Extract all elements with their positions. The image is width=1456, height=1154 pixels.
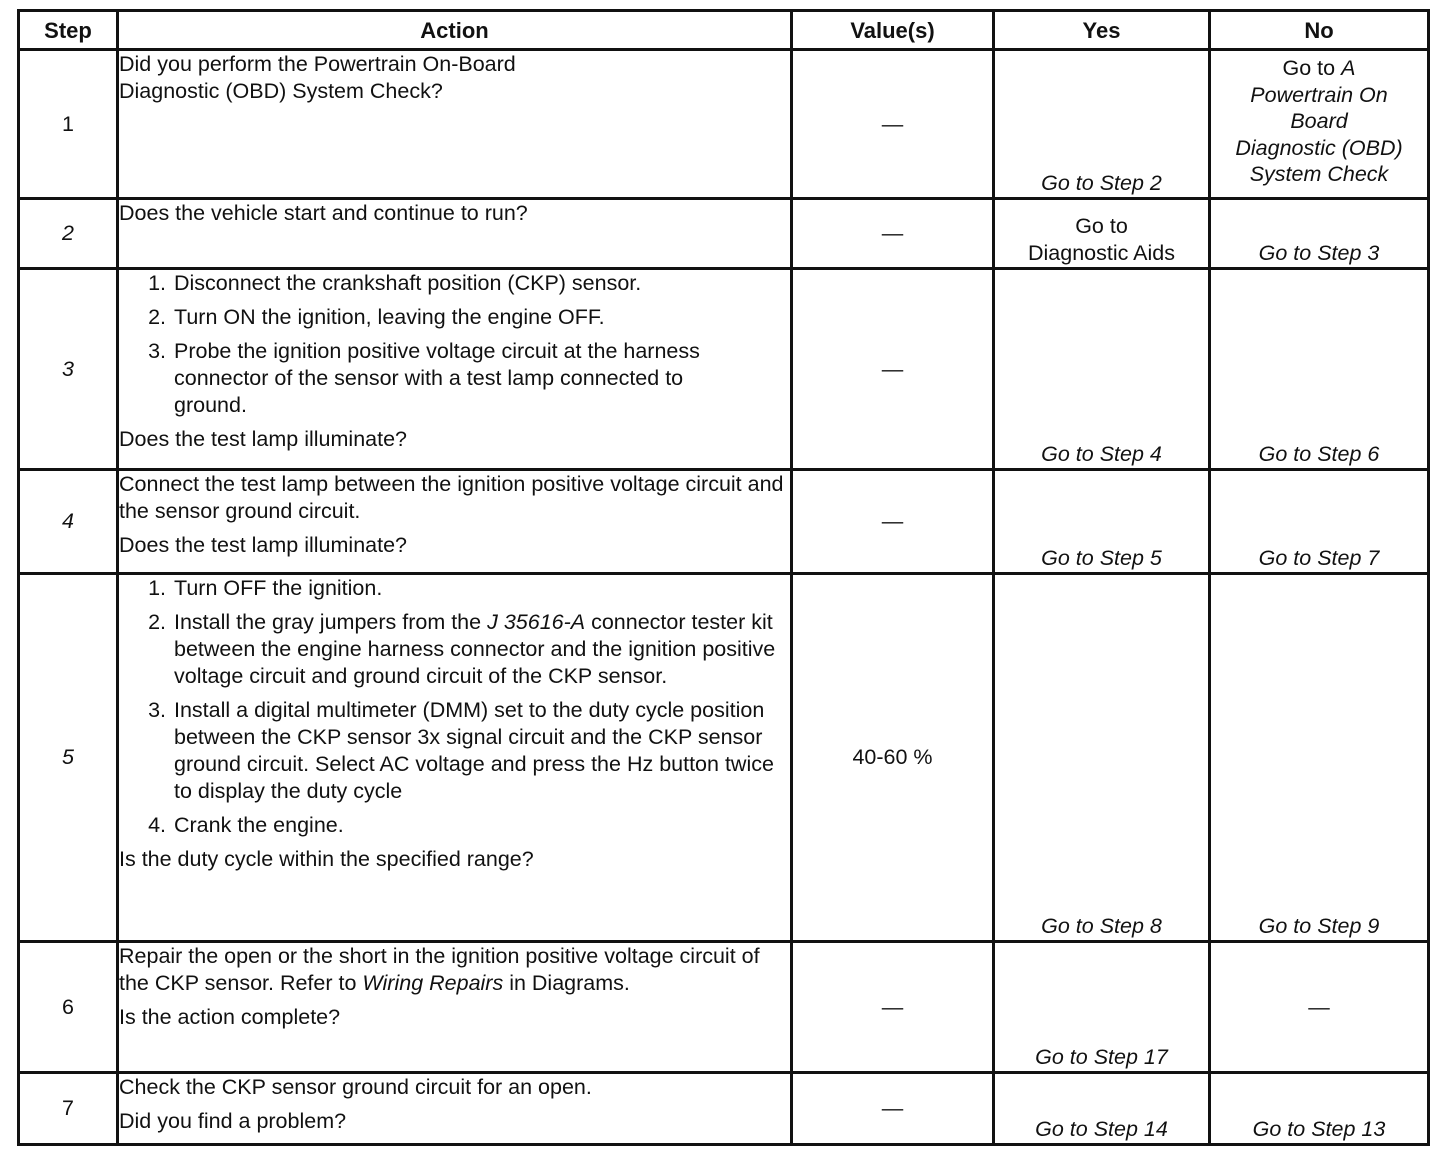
tool-reference: J 35616-A [487, 610, 586, 634]
list-item: 3. Install a digital multimeter (DMM) set to the duty cycle position between the CKP sensor 3x signal circuit and the CKP sensor ground circuit. Select AC voltage and press the Hz button twice to display the duty cycle [148, 698, 774, 803]
list-item: 1. Disconnect the crankshaft position (CKP) sensor. [148, 271, 642, 295]
yes-cell: Go to Step 4 [994, 269, 1210, 470]
action-question: Does the test lamp illuminate? [119, 427, 408, 451]
action-steps-list [119, 270, 790, 419]
step-number: 5 [19, 574, 118, 942]
action-cell [118, 269, 792, 470]
table-row-step-7 [19, 1073, 1429, 1145]
no-cell: Go to Step 9 [1210, 574, 1429, 942]
header-no: No [1210, 11, 1429, 50]
no-cell: — [1210, 942, 1429, 1073]
value-cell: 40-60 % [792, 574, 994, 942]
action-cell [118, 942, 792, 1073]
action-text: Connect the test lamp between the ignition positive voltage circuit and the sensor ground circuit. [119, 472, 784, 523]
value-cell: — [792, 50, 994, 199]
action-cell [118, 50, 792, 199]
action-question: Did you find a problem? [119, 1109, 347, 1133]
yes-cell: Go to Step 8 [994, 574, 1210, 942]
value-cell: — [792, 470, 994, 574]
list-item: 2. Turn ON the ignition, leaving the engine OFF. [148, 305, 605, 329]
no-cell: Go to Step 6 [1210, 269, 1429, 470]
action-text: Repair the open or the short in the ignition positive voltage circuit of the CKP sensor. Refer to Wiring Repairs in Diagrams. [119, 944, 760, 995]
step-number: 6 [19, 942, 118, 1073]
no-cell: Go to Step 13 [1210, 1073, 1429, 1145]
action-text: Did you perform the Powertrain On-Board Diagnostic (OBD) System Check? [119, 52, 516, 103]
step-number: 2 [19, 199, 118, 269]
list-item: 4. Crank the engine. [148, 813, 344, 837]
action-cell [118, 470, 792, 574]
yes-cell: Go to Step 17 [994, 942, 1210, 1073]
value-cell: — [792, 269, 994, 470]
value-cell: — [792, 942, 994, 1073]
list-item: 1. Turn OFF the ignition. [148, 576, 383, 600]
action-question: Does the test lamp illuminate? [119, 533, 408, 557]
action-cell [118, 574, 792, 942]
wiring-repairs-reference: Wiring Repairs [362, 971, 504, 995]
no-cell: Go to Step 3 [1210, 199, 1429, 269]
header-action: Action [118, 11, 792, 50]
list-item: 2. Install the gray jumpers from the J 35616-A connector tester kit between the engine harness connector and the ignition positive voltage circuit and ground circuit of the CKP sensor. [148, 610, 776, 688]
table-row-step-3 [19, 269, 1429, 470]
list-item: 3. Probe the ignition positive voltage circuit at the harness connector of the sensor with a test lamp connected to ground. [148, 339, 700, 417]
header-yes: Yes [994, 11, 1210, 50]
table-row-step-5 [19, 574, 1429, 942]
step-number: 7 [19, 1073, 118, 1145]
header-step: Step [19, 11, 118, 50]
step-number: 3 [19, 269, 118, 470]
yes-cell: Go to Step 5 [994, 470, 1210, 574]
action-text: Check the CKP sensor ground circuit for an open. [119, 1075, 592, 1099]
table-row-step-6 [19, 942, 1429, 1073]
header-row [19, 11, 1429, 50]
action-question: Is the duty cycle within the specified range? [119, 847, 534, 871]
no-cell: Go to A Powertrain On Board Diagnostic (OBD) System Check [1210, 50, 1429, 199]
table-row-step-1 [19, 50, 1429, 199]
step-number: 1 [19, 50, 118, 199]
header-value: Value(s) [792, 11, 994, 50]
action-cell [118, 1073, 792, 1145]
step-number: 4 [19, 470, 118, 574]
value-cell: — [792, 199, 994, 269]
no-cell: Go to Step 7 [1210, 470, 1429, 574]
action-cell [118, 199, 792, 269]
action-question: Is the action complete? [119, 1005, 341, 1029]
action-text: Does the vehicle start and continue to run? [119, 201, 528, 225]
table-row-step-2 [19, 199, 1429, 269]
diagnostic-table [17, 9, 1430, 1146]
table-row-step-4 [19, 470, 1429, 574]
yes-cell: Go to Step 14 [994, 1073, 1210, 1145]
value-cell: — [792, 1073, 994, 1145]
yes-cell: Go to Step 2 [994, 50, 1210, 199]
yes-cell: Go to Diagnostic Aids [994, 199, 1210, 269]
action-steps-list [119, 575, 790, 839]
